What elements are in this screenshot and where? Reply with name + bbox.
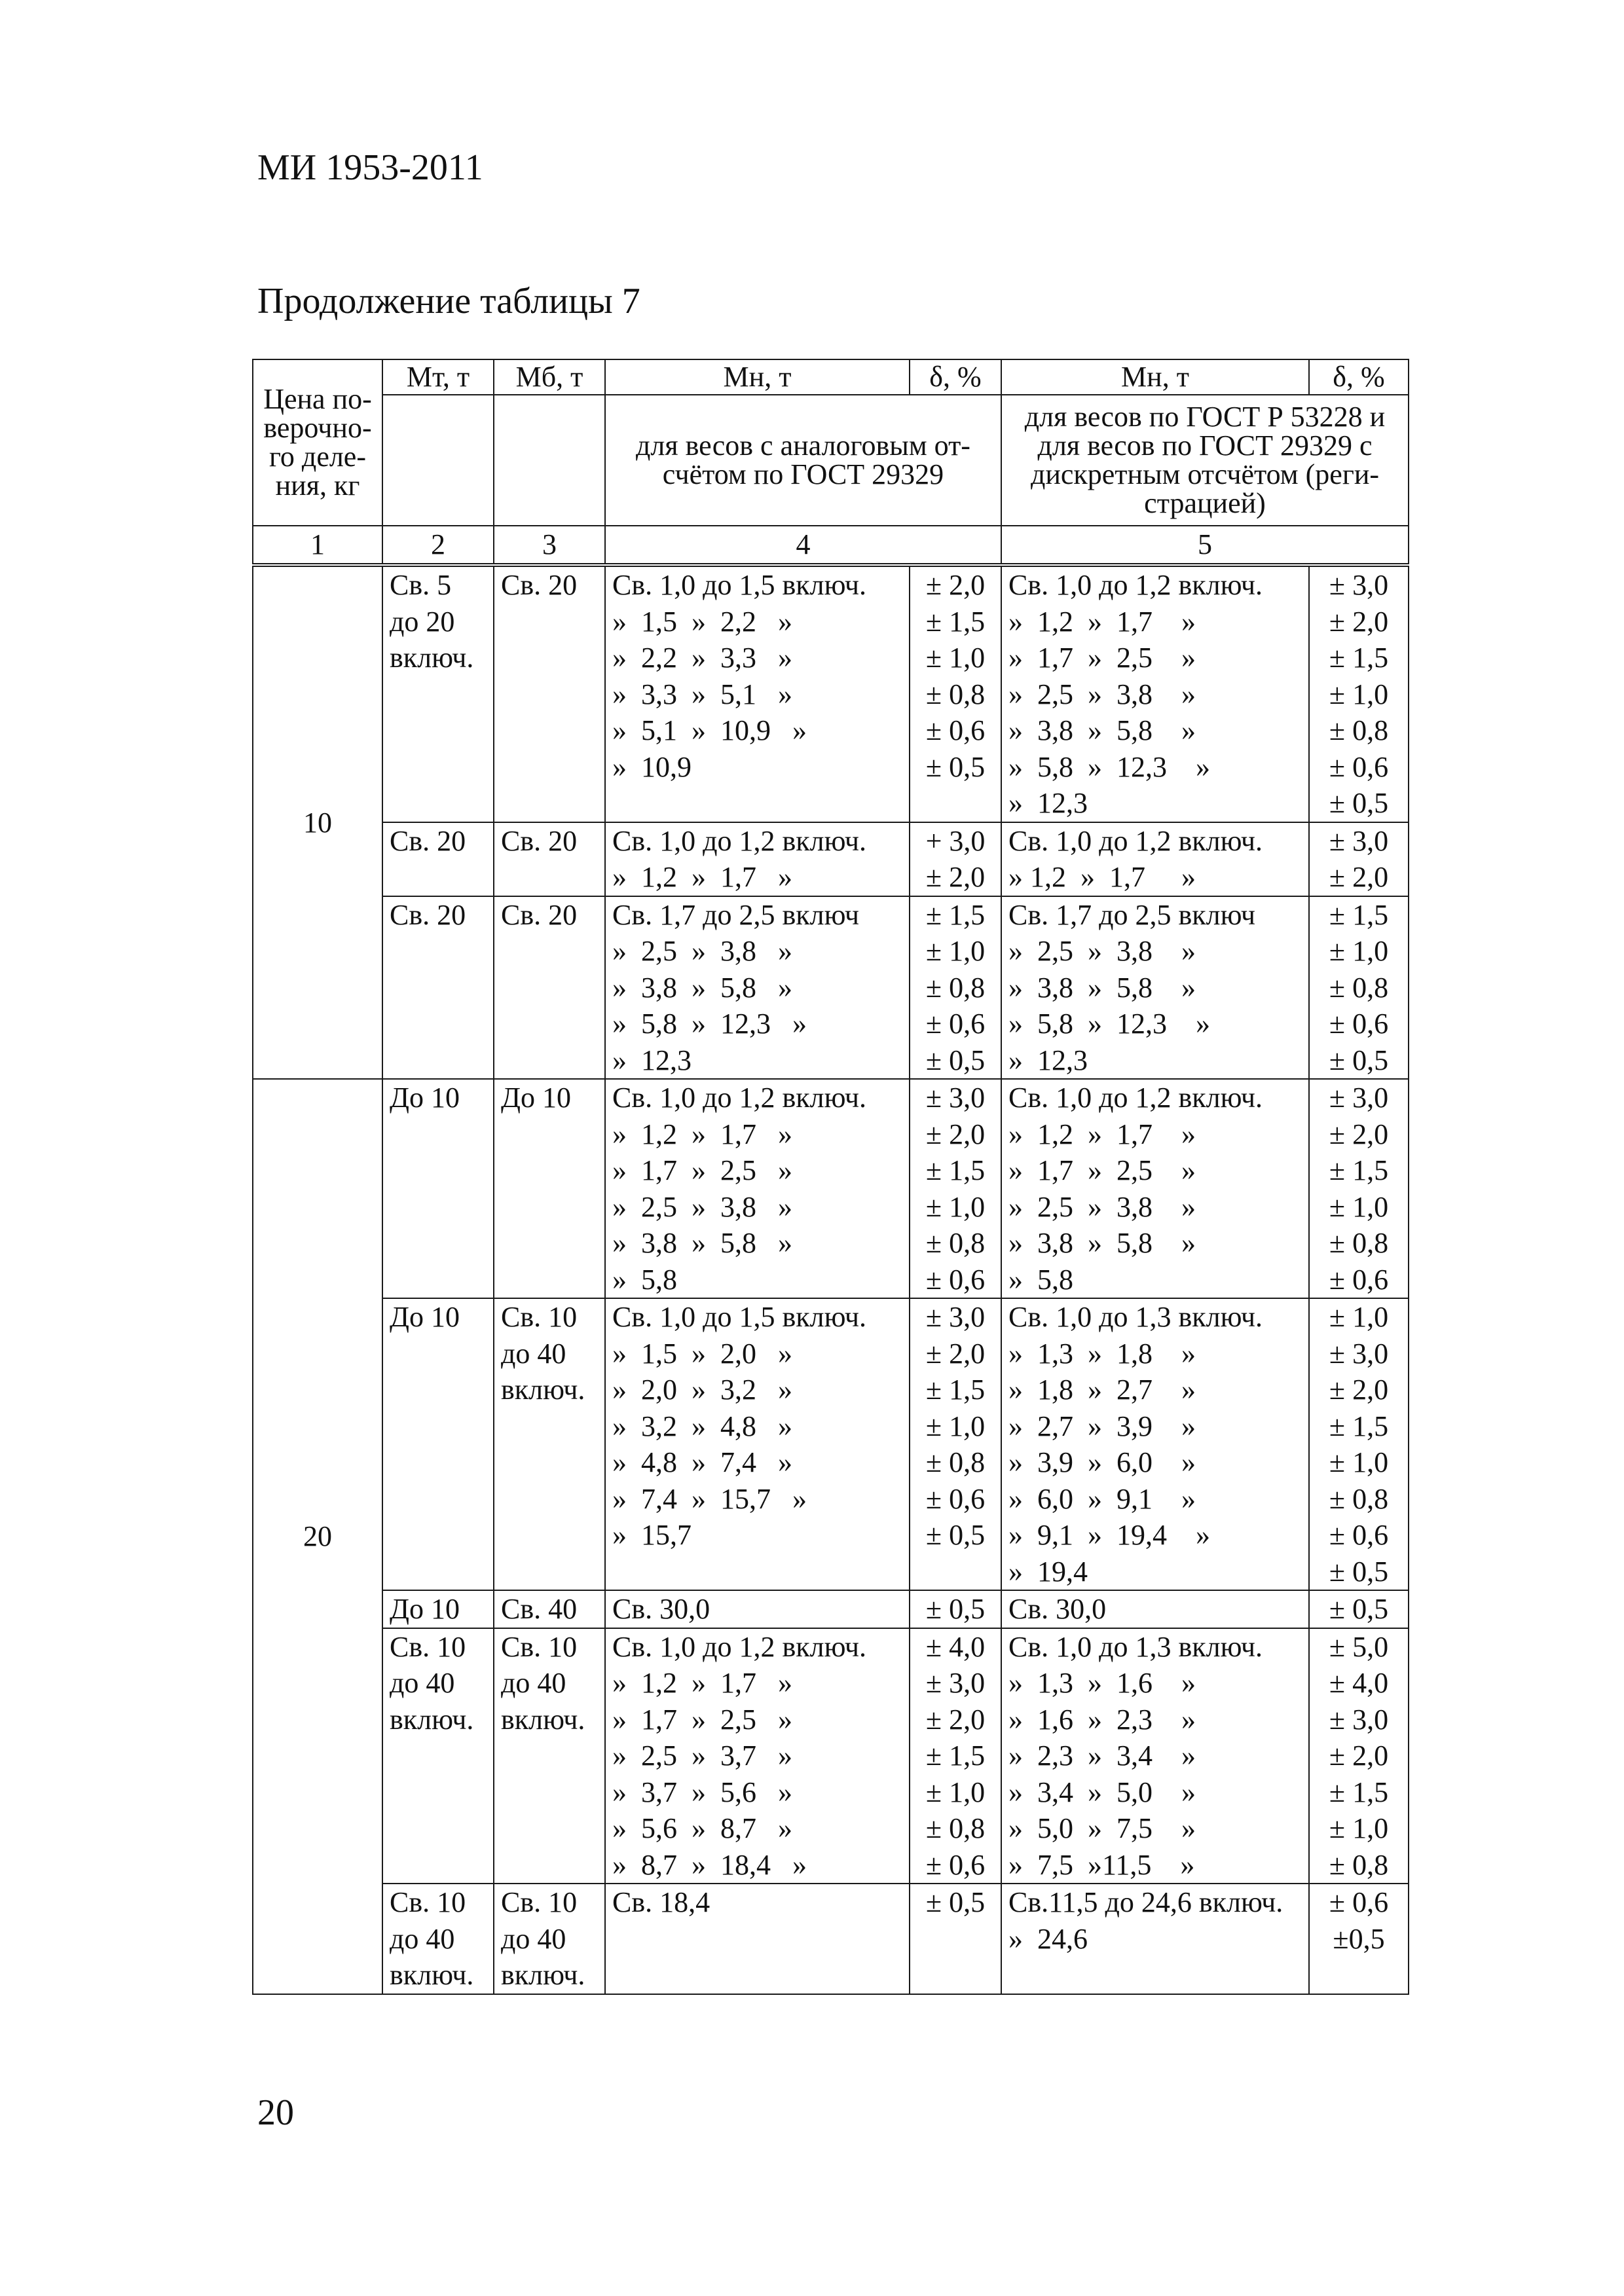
mn-a-cell-line: » 2,2 » 3,3 » (612, 642, 792, 674)
delta-a-cell-line: ± 0,5 (925, 1886, 986, 1918)
mn-a-cell (605, 896, 910, 1080)
delta-a-cell-line: + 3,0 (925, 824, 986, 857)
delta-b-cell-line: ± 0,8 (1329, 1227, 1389, 1259)
mn-a-cell-line: » 3,2 » 4,8 » (612, 1410, 792, 1442)
mt-cell-line: Св. 10 (390, 1630, 466, 1663)
mb-cell (494, 1079, 605, 1298)
mn-a-cell-line: » 3,3 » 5,1 » (612, 678, 792, 710)
mb-cell-line: До 10 (501, 1082, 572, 1114)
delta-b-cell (1309, 1628, 1409, 1884)
table-row (253, 1590, 1409, 1628)
delta-b-cell-line: ± 1,0 (1329, 1301, 1389, 1333)
mt-cell-line: до 40 (390, 1667, 455, 1699)
mn-b-cell-line: » 1,2 » 1,7 » (1008, 1118, 1196, 1150)
delta-b-cell-line: ± 0,6 (1329, 1263, 1389, 1296)
mb-cell-line: Св. 10 (501, 1886, 578, 1918)
header-mn-a: Мн, т (605, 359, 910, 395)
delta-b-cell-line: ± 0,6 (1329, 1886, 1389, 1918)
mt-cell-line: До 10 (390, 1593, 460, 1625)
delta-b-cell (1309, 1079, 1409, 1298)
mn-b-cell (1001, 1079, 1309, 1298)
delta-a-cell-line: ± 0,5 (925, 1593, 986, 1625)
delta-b-cell-line: ± 0,8 (1329, 1848, 1389, 1881)
mn-b-cell (1001, 1590, 1309, 1628)
mb-cell (494, 1590, 605, 1628)
delta-b-cell-line: ± 1,0 (1329, 1446, 1389, 1478)
delta-b-cell-line: ± 0,8 (1329, 714, 1389, 746)
mn-a-cell-line: » 1,2 » 1,7 » (612, 861, 792, 893)
delta-b-cell-line: ±0,5 (1333, 1922, 1385, 1955)
delta-b-cell-line: ± 3,0 (1329, 1703, 1389, 1736)
header-mt-blank (382, 395, 494, 526)
delta-b-cell-line: ± 0,5 (1329, 1555, 1389, 1588)
table-caption: Продолжение таблицы 7 (257, 281, 640, 321)
mn-b-cell (1001, 1884, 1309, 1994)
mn-b-cell-line: Св. 1,0 до 1,2 включ. (1008, 1082, 1263, 1114)
mt-cell (382, 1884, 494, 1994)
delta-a-cell-line: ± 3,0 (925, 1301, 986, 1333)
delta-a-cell-line: ± 0,6 (925, 714, 986, 746)
mn-b-cell-line: Св. 1,7 до 2,5 включ (1008, 898, 1255, 931)
mt-cell-line: включ. (390, 1959, 474, 1991)
delta-b-cell-line: ± 4,0 (1329, 1667, 1389, 1699)
mb-cell (494, 822, 605, 896)
price-cell: 10 (253, 565, 382, 1079)
mn-b-cell-line: » 7,5 »11,5 » (1008, 1848, 1195, 1881)
mb-cell (494, 896, 605, 1080)
mn-a-cell-line: » 5,8 » 12,3 » (612, 1008, 807, 1040)
delta-a-cell-line: ± 1,0 (925, 935, 986, 967)
mn-b-cell-line: » 2,5 » 3,8 » (1008, 935, 1196, 967)
mn-a-cell-line: » 8,7 » 18,4 » (612, 1848, 807, 1881)
delta-b-cell-line: ± 3,0 (1329, 824, 1389, 857)
mb-cell-line: включ. (501, 1374, 585, 1406)
delta-a-cell (910, 896, 1001, 1080)
column-numbers-row (253, 526, 1409, 565)
delta-b-cell-line: ± 3,0 (1329, 1337, 1389, 1370)
delta-a-cell-line: ± 1,5 (925, 898, 986, 931)
delta-a-cell-line: ± 0,8 (925, 1227, 986, 1259)
mn-b-cell-line: Св. 1,0 до 1,3 включ. (1008, 1301, 1263, 1333)
mn-b-cell (1001, 896, 1309, 1080)
table-row (253, 1298, 1409, 1590)
mn-a-cell-line: » 15,7 (612, 1519, 692, 1551)
delta-a-cell (910, 1590, 1001, 1628)
mn-a-cell-line: » 7,4 » 15,7 » (612, 1482, 807, 1515)
mn-a-cell-line: » 5,6 » 8,7 » (612, 1812, 792, 1844)
column-number-4: 4 (605, 526, 1001, 565)
delta-a-cell-line: ± 2,0 (925, 1703, 986, 1736)
mn-a-cell-line: Св. 30,0 (612, 1593, 710, 1625)
mb-cell-line: Св. 10 (501, 1630, 578, 1663)
mn-b-cell-line: » 5,8 » 12,3 » (1008, 750, 1210, 783)
delta-b-cell-line: ± 2,0 (1329, 1118, 1389, 1150)
mn-b-cell-line: » 3,9 » 6,0 » (1008, 1446, 1196, 1478)
mn-b-cell-line: » 2,5 » 3,8 » (1008, 678, 1196, 710)
mn-b-cell-line: » 1,8 » 2,7 » (1008, 1374, 1196, 1406)
delta-b-cell-line: ± 0,5 (1329, 787, 1389, 819)
mn-b-cell-line: » 12,3 (1008, 787, 1088, 819)
mn-a-cell-line: » 3,7 » 5,6 » (612, 1776, 792, 1808)
mb-cell-line: до 40 (501, 1337, 566, 1370)
delta-a-cell (910, 1628, 1001, 1884)
mn-b-cell-line: » 9,1 » 19,4 » (1008, 1519, 1210, 1551)
mn-a-cell-line: » 1,7 » 2,5 » (612, 1703, 792, 1736)
delta-a-cell (910, 822, 1001, 896)
delta-b-cell-line: ± 0,6 (1329, 1008, 1389, 1040)
mb-cell (494, 1298, 605, 1590)
delta-a-cell (910, 1884, 1001, 1994)
delta-b-cell-line: ± 1,0 (1329, 1190, 1389, 1223)
mt-cell (382, 822, 494, 896)
mn-b-cell-line: Св. 1,0 до 1,2 включ. (1008, 824, 1263, 857)
mn-b-cell (1001, 1628, 1309, 1884)
header-row-1 (253, 359, 1409, 395)
mn-b-cell-line: » 1,3 » 1,6 » (1008, 1667, 1196, 1699)
delta-a-cell-line: ± 1,5 (925, 1154, 986, 1186)
delta-a-cell (910, 1298, 1001, 1590)
mn-a-cell-line: Св. 1,0 до 1,2 включ. (612, 1630, 866, 1663)
mn-b-cell-line: » 1,2 » 1,7 » (1008, 605, 1196, 638)
mn-b-cell-line: » 5,8 » 12,3 » (1008, 1008, 1210, 1040)
tolerance-table (252, 359, 1409, 1995)
mb-cell-line: до 40 (501, 1667, 566, 1699)
mn-a-cell (605, 1884, 910, 1994)
mb-cell-line: Св. 20 (501, 824, 578, 857)
header-group-discrete: для весов по ГОСТ Р 53228 и для весов по ГОСТ 29329 с дискретным отсчётом (реги- страцией) (1001, 395, 1409, 526)
mb-cell-line: Св. 20 (501, 569, 578, 601)
delta-a-cell-line: ± 0,6 (925, 1263, 986, 1296)
delta-b-cell-line: ± 1,5 (1329, 898, 1389, 931)
mb-cell-line: включ. (501, 1703, 585, 1736)
delta-b-cell-line: ± 3,0 (1329, 1082, 1389, 1114)
mt-cell-line: до 20 (390, 605, 455, 638)
mt-cell (382, 896, 494, 1080)
mn-b-cell-line: » 2,5 » 3,8 » (1008, 1190, 1196, 1223)
mn-a-cell (605, 565, 910, 822)
mn-a-cell-line: Св. 1,0 до 1,5 включ. (612, 1301, 866, 1333)
mn-a-cell-line: Св. 1,7 до 2,5 включ (612, 898, 859, 931)
mt-cell-line: включ. (390, 1703, 474, 1736)
mn-b-cell (1001, 822, 1309, 896)
mn-b-cell-line: » 3,8 » 5,8 » (1008, 714, 1196, 746)
delta-b-cell-line: ± 2,0 (1329, 1374, 1389, 1406)
mn-a-cell-line: » 12,3 (612, 1044, 692, 1076)
mn-b-cell-line: » 24,6 (1008, 1922, 1088, 1955)
mb-cell (494, 565, 605, 822)
delta-b-cell-line: ± 0,8 (1329, 1482, 1389, 1515)
delta-a-cell-line: ± 1,5 (925, 605, 986, 638)
mn-a-cell-line: » 1,2 » 1,7 » (612, 1667, 792, 1699)
delta-a-cell-line: ± 0,8 (925, 678, 986, 710)
mn-b-cell-line: » 12,3 (1008, 1044, 1088, 1076)
delta-a-cell-line: ± 0,8 (925, 1446, 986, 1478)
delta-b-cell-line: ± 0,5 (1329, 1593, 1389, 1625)
mt-cell-line: Св. 20 (390, 898, 466, 931)
mb-cell (494, 1884, 605, 1994)
delta-b-cell-line: ± 1,0 (1329, 1812, 1389, 1844)
delta-a-cell-line: ± 0,5 (925, 1044, 986, 1076)
mn-b-cell-line: » 5,8 (1008, 1263, 1073, 1296)
mn-b-cell-line: » 1,6 » 2,3 » (1008, 1703, 1196, 1736)
delta-a-cell-line: ± 2,0 (925, 1118, 986, 1150)
table-row (253, 1884, 1409, 1994)
mn-a-cell-line: » 1,5 » 2,2 » (612, 605, 792, 638)
header-row-2 (253, 395, 1409, 526)
delta-a-cell-line: ± 1,0 (925, 1776, 986, 1808)
mt-cell-line: До 10 (390, 1301, 460, 1333)
mn-b-cell-line: » 1,2 » 1,7 » (1008, 861, 1196, 893)
delta-b-cell-line: ± 5,0 (1329, 1630, 1389, 1663)
delta-b-cell (1309, 1884, 1409, 1994)
delta-a-cell-line: ± 2,0 (925, 569, 986, 601)
delta-a-cell-line: ± 0,8 (925, 971, 986, 1004)
header-mn-b: Мн, т (1001, 359, 1309, 395)
header-price: Цена по- верочно- го деле- ния, кг (253, 359, 382, 526)
mn-a-cell-line: Св. 1,0 до 1,5 включ. (612, 569, 866, 601)
column-number-2: 2 (382, 526, 494, 565)
mn-a-cell-line: » 3,8 » 5,8 » (612, 971, 792, 1004)
delta-a-cell-line: ± 1,0 (925, 1410, 986, 1442)
mt-cell (382, 565, 494, 822)
mn-a-cell-line: Св. 1,0 до 1,2 включ. (612, 1082, 866, 1114)
mn-b-cell-line: » 2,3 » 3,4 » (1008, 1740, 1196, 1772)
delta-a-cell-line: ± 0,6 (925, 1482, 986, 1515)
header-delta-b: δ, % (1309, 359, 1409, 395)
delta-a-cell-line: ± 3,0 (925, 1667, 986, 1699)
delta-a-cell-line: ± 1,0 (925, 642, 986, 674)
document-code: МИ 1953-2011 (257, 147, 483, 188)
delta-b-cell-line: ± 3,0 (1329, 569, 1389, 601)
mn-b-cell (1001, 1298, 1309, 1590)
delta-b-cell-line: ± 0,6 (1329, 750, 1389, 783)
delta-b-cell-line: ± 2,0 (1329, 1740, 1389, 1772)
mn-b-cell-line: » 3,4 » 5,0 » (1008, 1776, 1196, 1808)
mn-a-cell-line: » 5,8 (612, 1263, 677, 1296)
mn-a-cell-line: » 2,5 » 3,8 » (612, 1190, 792, 1223)
mb-cell-line: до 40 (501, 1922, 566, 1955)
table-row (253, 822, 1409, 896)
mt-cell-line: Св. 20 (390, 824, 466, 857)
mt-cell-line: до 40 (390, 1922, 455, 1955)
mn-b-cell-line: Св. 30,0 (1008, 1593, 1107, 1625)
mt-cell-line: Св. 10 (390, 1886, 466, 1918)
table-row (253, 896, 1409, 1080)
price-cell: 20 (253, 1079, 382, 1994)
delta-a-cell-line: ± 3,0 (925, 1082, 986, 1114)
mn-b-cell-line: » 1,3 » 1,8 » (1008, 1337, 1196, 1370)
mn-a-cell (605, 1079, 910, 1298)
mn-b-cell-line: » 19,4 (1008, 1555, 1088, 1588)
table-row (253, 1628, 1409, 1884)
header-mb-blank (494, 395, 605, 526)
mn-a-cell-line: » 5,1 » 10,9 » (612, 714, 807, 746)
header-mt: Мт, т (382, 359, 494, 395)
mn-a-cell-line: » 1,2 » 1,7 » (612, 1118, 792, 1150)
page-number: 20 (257, 2092, 294, 2133)
mn-a-cell-line: » 1,5 » 2,0 » (612, 1337, 792, 1370)
mt-cell-line: Св. 5 (390, 569, 452, 601)
mn-a-cell-line: » 2,5 » 3,8 » (612, 935, 792, 967)
delta-a-cell (910, 565, 1001, 822)
column-number-1: 1 (253, 526, 382, 565)
delta-b-cell-line: ± 1,5 (1329, 642, 1389, 674)
mn-b-cell-line: Св.11,5 до 24,6 включ. (1008, 1886, 1283, 1918)
mt-cell (382, 1590, 494, 1628)
delta-a-cell-line: ± 0,6 (925, 1008, 986, 1040)
mn-b-cell-line: » 1,7 » 2,5 » (1008, 642, 1196, 674)
mn-b-cell-line: Св. 1,0 до 1,2 включ. (1008, 569, 1263, 601)
mb-cell (494, 1628, 605, 1884)
delta-a-cell-line: ± 0,6 (925, 1848, 986, 1881)
header-mb: Мб, т (494, 359, 605, 395)
mn-b-cell (1001, 565, 1309, 822)
mn-a-cell-line: » 4,8 » 7,4 » (612, 1446, 792, 1478)
mn-b-cell-line: » 1,7 » 2,5 » (1008, 1154, 1196, 1186)
delta-a-cell-line: ± 0,5 (925, 1519, 986, 1551)
mn-a-cell (605, 1590, 910, 1628)
delta-a-cell-line: ± 1,5 (925, 1740, 986, 1772)
mb-cell-line: Св. 20 (501, 898, 578, 931)
mn-a-cell (605, 1298, 910, 1590)
mt-cell (382, 1079, 494, 1298)
column-number-3: 3 (494, 526, 605, 565)
delta-a-cell (910, 1079, 1001, 1298)
mn-a-cell (605, 822, 910, 896)
delta-a-cell-line: ± 0,5 (925, 750, 986, 783)
delta-b-cell-line: ± 1,5 (1329, 1410, 1389, 1442)
delta-b-cell-line: ± 0,5 (1329, 1044, 1389, 1076)
table-row (253, 565, 1409, 822)
table-row (253, 1079, 1409, 1298)
delta-b-cell (1309, 1298, 1409, 1590)
mb-cell-line: Св. 10 (501, 1301, 578, 1333)
mb-cell-line: включ. (501, 1959, 585, 1991)
delta-a-cell-line: ± 1,5 (925, 1374, 986, 1406)
column-number-5: 5 (1001, 526, 1409, 565)
delta-b-cell-line: ± 1,0 (1329, 678, 1389, 710)
mn-b-cell-line: » 3,8 » 5,8 » (1008, 1227, 1196, 1259)
header-group-analog: для весов с аналоговым от- счётом по ГОСТ 29329 (605, 395, 1001, 526)
header-delta-a: δ, % (910, 359, 1001, 395)
delta-b-cell-line: ± 1,0 (1329, 935, 1389, 967)
delta-b-cell (1309, 896, 1409, 1080)
mn-a-cell-line: » 2,0 » 3,2 » (612, 1374, 792, 1406)
mn-a-cell-line: » 3,8 » 5,8 » (612, 1227, 792, 1259)
delta-b-cell-line: ± 2,0 (1329, 861, 1389, 893)
mt-cell (382, 1628, 494, 1884)
delta-b-cell-line: ± 0,6 (1329, 1519, 1389, 1551)
mn-b-cell-line: Св. 1,0 до 1,3 включ. (1008, 1630, 1263, 1663)
mn-a-cell (605, 1628, 910, 1884)
mt-cell-line: включ. (390, 642, 474, 674)
delta-b-cell-line: ± 0,8 (1329, 971, 1389, 1004)
mn-a-cell-line: » 1,7 » 2,5 » (612, 1154, 792, 1186)
mn-a-cell-line: Св. 1,0 до 1,2 включ. (612, 824, 866, 857)
delta-a-cell-line: ± 0,8 (925, 1812, 986, 1844)
delta-a-cell-line: ± 2,0 (925, 1337, 986, 1370)
mt-cell-line: До 10 (390, 1082, 460, 1114)
delta-a-cell-line: ± 1,0 (925, 1190, 986, 1223)
delta-b-cell (1309, 822, 1409, 896)
mt-cell (382, 1298, 494, 1590)
delta-b-cell-line: ± 1,5 (1329, 1154, 1389, 1186)
delta-a-cell-line: ± 4,0 (925, 1630, 986, 1663)
mn-a-cell-line: » 2,5 » 3,7 » (612, 1740, 792, 1772)
mn-a-cell-line: » 10,9 (612, 750, 692, 783)
mb-cell-line: Св. 40 (501, 1593, 578, 1625)
delta-b-cell (1309, 1590, 1409, 1628)
mn-b-cell-line: » 6,0 » 9,1 » (1008, 1482, 1196, 1515)
delta-b-cell-line: ± 1,5 (1329, 1776, 1389, 1808)
delta-b-cell (1309, 565, 1409, 822)
mn-b-cell-line: » 3,8 » 5,8 » (1008, 971, 1196, 1004)
mn-a-cell-line: Св. 18,4 (612, 1886, 710, 1918)
mn-b-cell-line: » 5,0 » 7,5 » (1008, 1812, 1196, 1844)
delta-a-cell-line: ± 2,0 (925, 861, 986, 893)
mn-b-cell-line: » 2,7 » 3,9 » (1008, 1410, 1196, 1442)
delta-b-cell-line: ± 2,0 (1329, 605, 1389, 638)
